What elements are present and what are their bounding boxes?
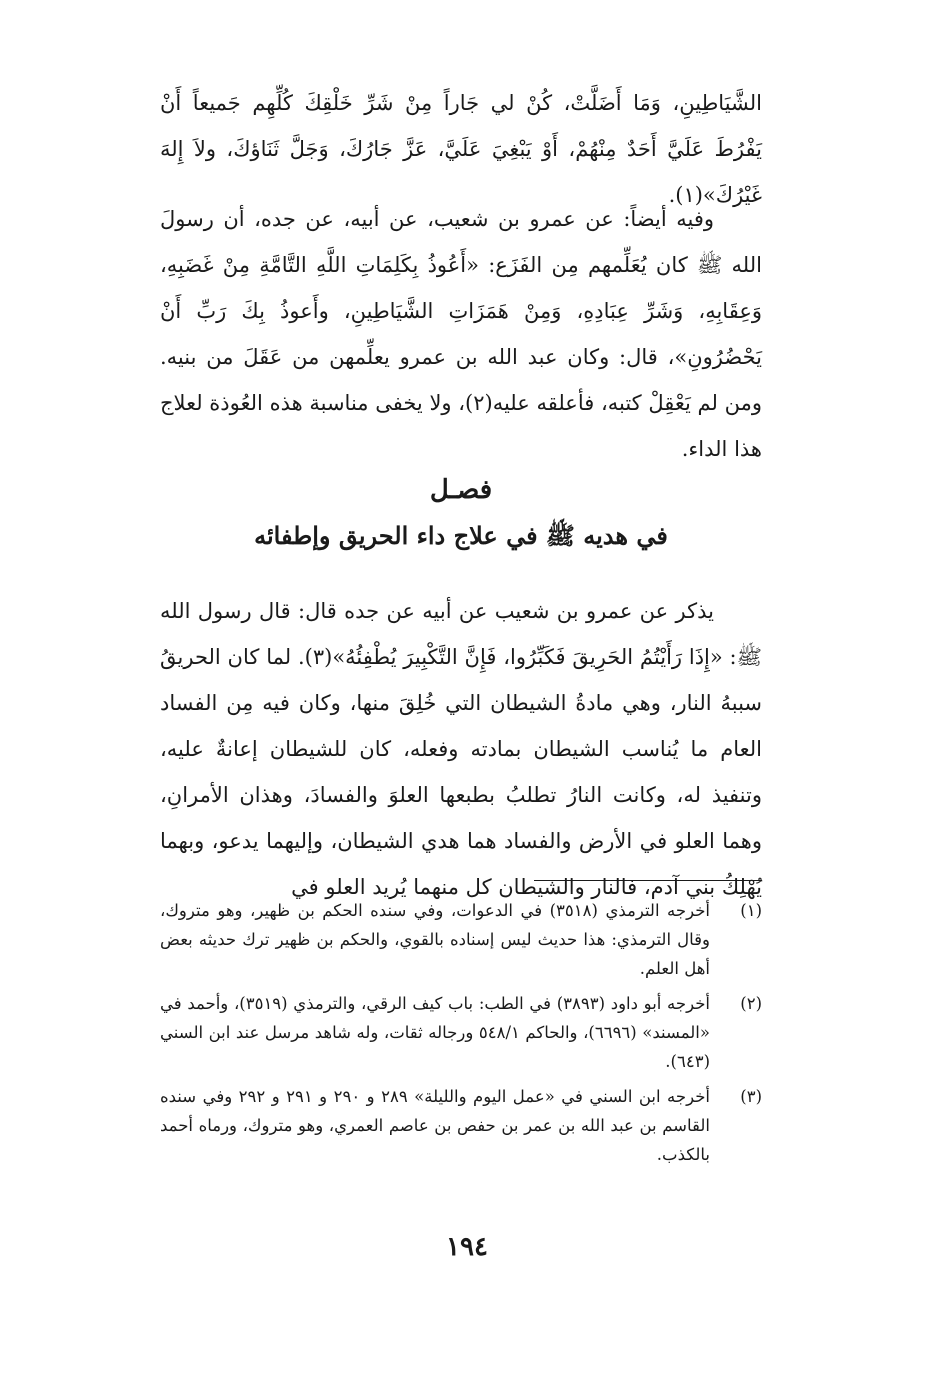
paragraph-fire-treatment: يذكر عن عمرو بن شعيب عن أبيه عن جده قال: قال رسول الله ﷺ: «إِذَا رَأَيْتُمُ الحَرِيقَ فَكَبِّرُوا، فَإِنَّ التَّكْبِيرَ يُطْفِئُهُ»(٣). لما كان الحريقُ سببهُ النار، وهي مادةُ الشيطان التي خُلِقَ منها، وكان فيه مِن الفساد العام ما يُناسب الشيطان بمادته وفعله، كان للشيطان إعانةٌ عليه، وتنفيذ له، وكانت النارُ تطلبُ بطبعها العلوَ والفسادَ، وهذان الأمرانِ، وهما العلو في الأرض والفساد هما هدي الشيطان، وإليهما يدعو، وبهما يُهْلِكُ بني آدم، فالنار والشيطان كل منهما يُريد العلو في [160,599,763,899]
footnote-number: (٣) [740,1087,762,1106]
footnote-text: أخرجه أبو داود (٣٨٩٣) في الطب: باب كيف الرقي، والترمذي (٣٥١٩)، وأحمد في «المسند» (٦٦٩٦)، والحاكم ٥٤٨/١ ورجاله ثقات، وله شاهد مرسل عند ابن السني (٦٤٣). [160,994,710,1071]
section-subtitle: في هديه ﷺ في علاج داء الحريق وإطفائه [254,521,668,550]
paragraph-fear-supplication: وفيه أيضاً: عن عمرو بن شعيب، عن أبيه، عن جده، أن رسولَ الله ﷺ كان يُعَلِّمهم مِن الفَزَع: «أَعُوذُ بِكَلِمَاتِ اللَّهِ التَّامَّةِ مِنْ غَضَبِهِ، وَعِقَابِهِ، وَشَرِّ عِبَادِهِ، وَمِنْ هَمَزَاتِ الشَّيَاطِينِ، وأَعوذُ بِكَ رَبِّ أَنْ يَحْضُرُونِ»، قال: وكان عبد الله بن عمرو يعلِّمهن من عَقَلَ من بنيه. ومن لم يَعْقِلْ كتبه، فأعلقه عليه(٢)، ولا يخفى مناسبة هذه العُوذة لعلاج هذا الداء. [160,207,762,461]
paragraph-text: الشَّيَاطِينِ، وَمَا أَضَلَّتْ، كُنْ لي جَاراً مِنْ شَرِّ خَلْقِكَ كُلِّهِم جَميعاً أَنْ يَفْرُطَ عَلَيَّ أَحَدٌ مِنْهُمْ، أَوْ يَبْغِيَ عَلَيَّ، عَزَّ جَارُكَ، وَجَلَّ ثَنَاؤكَ، ولاَ إِلهَ غَيْرُكَ»(١). [160,91,762,207]
footnote-number: (٢) [740,994,762,1013]
page-number: ١٩٤ [446,1232,488,1262]
footnote-number: (١) [740,901,762,920]
footnotes [160,896,762,1175]
section-heading [160,468,762,560]
footnote-text: أخرجه ابن السني في «عمل اليوم والليلة» ٢٨٩ و ٢٩٠ و ٢٩١ و ٢٩٢ وفي سنده القاسم بن عبد الله بن عمر بن حفص بن عاصم العمري، وهو متروك، ورماه أحمد بالكذب. [160,1087,710,1164]
footnote-item [160,989,762,1076]
footnote-item [160,1082,762,1169]
footnote-divider [534,880,762,881]
section-title: فصـل [429,475,493,505]
footnote-text: أخرجه الترمذي (٣٥١٨) في الدعوات، وفي سنده الحكم بن ظهير، وهو متروك، وقال الترمذي: هذا حديث ليس إسناده بالقوي، والحكم بن ظهير ترك حديثه بعض أهل العلم. [160,901,710,978]
footnote-item [160,896,762,983]
